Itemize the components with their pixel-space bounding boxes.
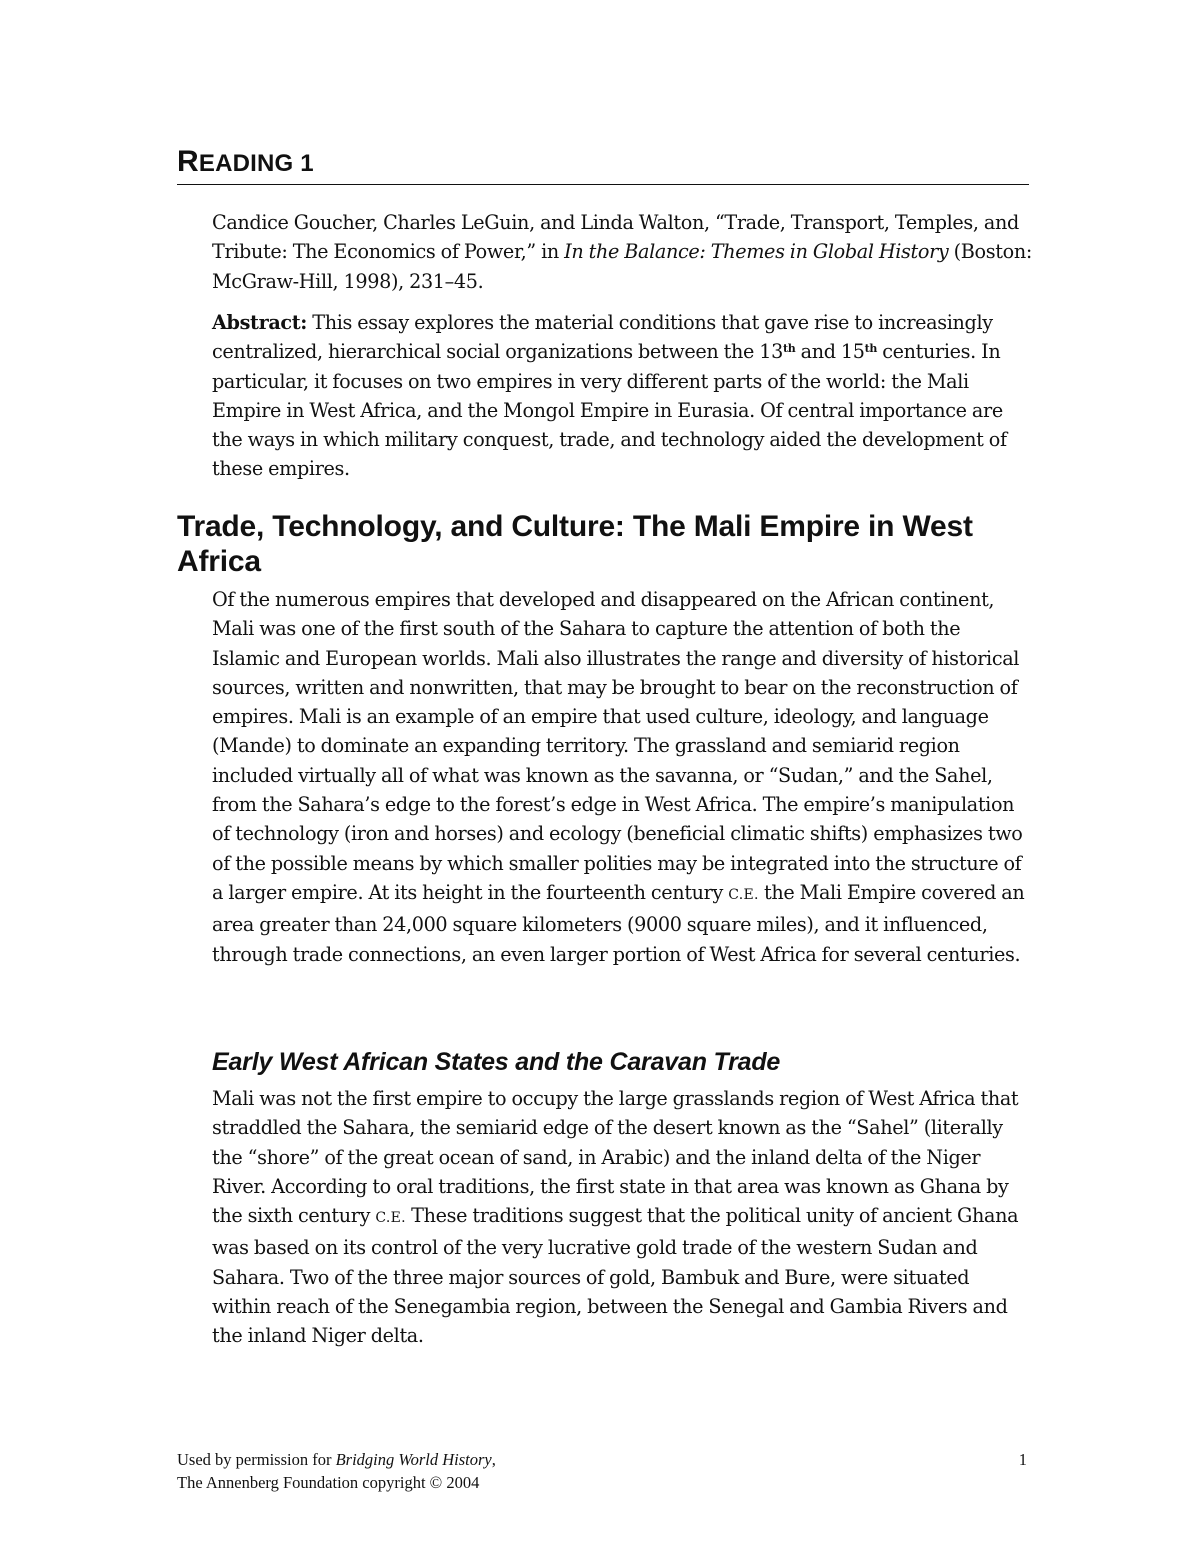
section-paragraph-text-2: the Mali Empire covered an area greater than 24,000 square kilometers (9000 square miles), and it influenced, through trade connections, an even larger portion of West Africa for several centuries. — [212, 880, 1025, 966]
abstract-text-2: and 15 — [795, 340, 865, 364]
citation-authors: Candice Goucher, Charles LeGuin, and Linda Walton, “Trade, Transport, Temples, and Tribute: The Economics of Power,” in — [212, 211, 1019, 264]
citation-book-title: In the Balance: Themes in Global History — [564, 240, 949, 264]
citation-publication: (Boston: McGraw-Hill, 1998), 231–45. — [212, 240, 1032, 293]
abstract-label: Abstract: — [212, 311, 307, 334]
footer-permission-prefix: Used by permission for — [177, 1450, 336, 1469]
abstract-text-1: This essay explores the material conditions that gave rise to increasingly centralized, hierarchical social organizations between the 13 — [212, 311, 993, 364]
abstract — [212, 308, 1032, 484]
section-era-label: C.E. — [728, 886, 759, 903]
reading-title-rest: EADING 1 — [198, 150, 314, 177]
subsection-heading: Early West African States and the Caravan Trade — [212, 1048, 781, 1076]
section-heading: Trade, Technology, and Culture: The Mali Empire in West Africa — [177, 510, 973, 578]
footer — [177, 1448, 1027, 1494]
section-paragraph — [212, 585, 1032, 969]
subsection-paragraph-text-1: Mali was not the first empire to occupy the large grasslands region of West Africa that straddled the Sahara, the semiarid edge of the desert known as the “Sahel” (literally the “shore” of the great ocean of sand, in Arabic) and the inland delta of the Niger River. According to oral traditions, the first state in that area was known as Ghana by the sixth century — [212, 1087, 1019, 1228]
section-paragraph-text-1: Of the numerous empires that developed and disappeared on the African continent, Mali was one of the first south of the Sahara to capture the attention of both the Islamic and European worlds. Mali also illustrates the range and diversity of historical sources, written and nonwritten, that may be brought to bear on the reconstruction of empires. Mali is an example of an empire that used culture, ideology, and language (Mande) to dominate an expanding territory. The grassland and semiarid region included virtually all of what was known as the savanna, or “Sudan,” and the Sahel, from the Sahara’s edge to the forest’s edge in West Africa. The empire’s manipulation of technology (iron and horses) and ecology (beneficial climatic shifts) emphasizes two of the possible means by which smaller polities may be integrated into the structure of a larger empire. At its height in the fourteenth century — [212, 588, 1023, 904]
footer-series-title: Bridging World History — [335, 1450, 492, 1469]
reading-title — [177, 144, 1029, 185]
subsection-paragraph-text-2: These traditions suggest that the political unity of ancient Ghana was based on its control of the very lucrative gold trade of the western Sudan and Sahara. Two of the three major sources of gold, Bambuk and Bure, were situated within reach of the Senegambia region, between the Senegal and Gambia Rivers and the inland Niger delta. — [212, 1204, 1019, 1348]
subsection-era-label: C.E. — [375, 1210, 406, 1227]
page-number: 1 — [1018, 1450, 1027, 1469]
abstract-sup-1: th — [782, 342, 796, 356]
reading-title-initial: R — [177, 145, 199, 178]
footer-copyright: The Annenberg Foundation copyright © 2004 — [177, 1473, 480, 1492]
subsection-paragraph — [212, 1084, 1032, 1351]
footer-permission-suffix: , — [491, 1450, 496, 1469]
citation — [212, 208, 1032, 296]
abstract-sup-2: th — [864, 342, 878, 356]
abstract-text-3: centuries. In particular, it focuses on two empires in very different parts of the world: the Mali Empire in West Africa, and the Mongol Empire in Eurasia. Of central importance are the ways in which military conquest, trade, and technology aided the development of these empires. — [212, 340, 1007, 481]
footer-permission — [177, 1448, 1027, 1471]
